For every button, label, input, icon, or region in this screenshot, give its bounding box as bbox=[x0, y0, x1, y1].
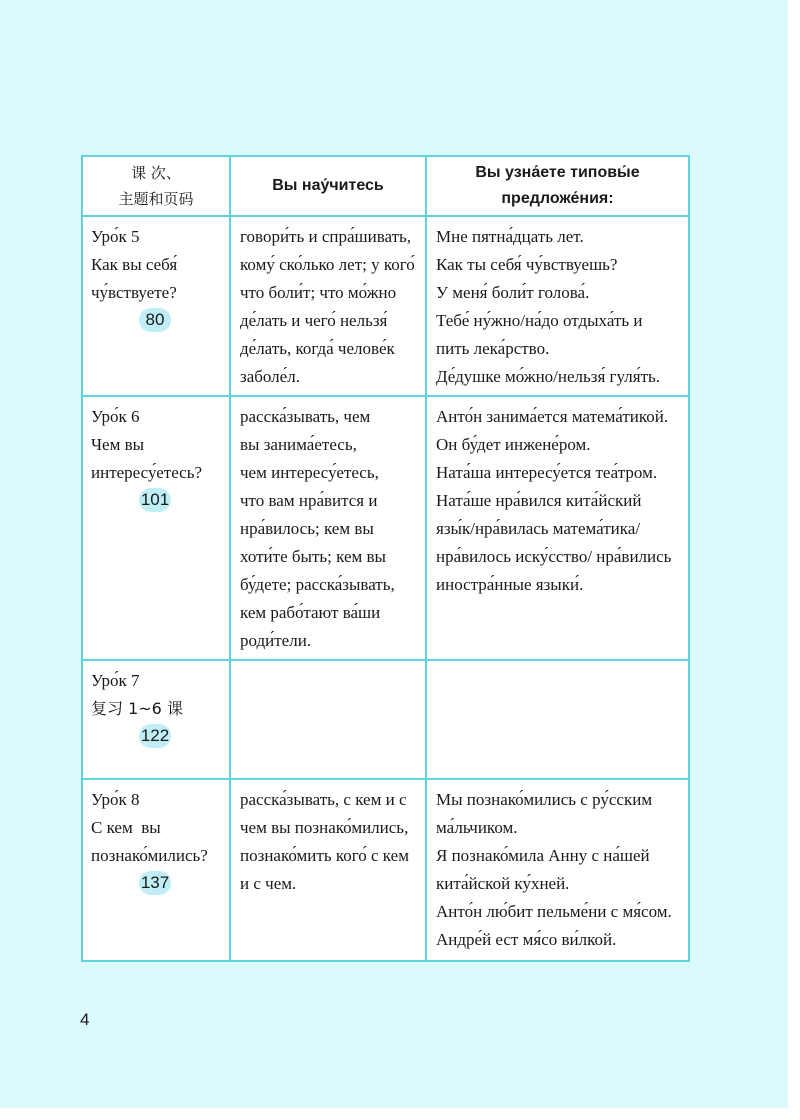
syllabus-table bbox=[81, 155, 690, 962]
skills-cell: говори́ть и спра́шивать, кому́ ско́лько лет; у кого́ что боли́т; что мо́жно де́лать и чего́ нельзя́ де́лать, когда́ челове́к заболе́л. bbox=[230, 216, 426, 396]
skills-cell bbox=[230, 660, 426, 779]
lesson-topic: познако́мились? bbox=[91, 846, 208, 865]
page-badge: 101 bbox=[139, 488, 171, 512]
skills-cell: расска́зывать, с кем и с чем вы познако́мились, познако́мить кого́ с кем и с чем. bbox=[230, 779, 426, 961]
lesson-cell bbox=[82, 660, 230, 779]
lesson-number: Уро́к 7 bbox=[91, 671, 140, 690]
page-number: 4 bbox=[80, 1010, 90, 1029]
page-badge: 122 bbox=[139, 724, 171, 748]
table-row bbox=[82, 216, 689, 396]
lesson-topic: Как вы себя́ bbox=[91, 255, 178, 274]
table-row bbox=[82, 779, 689, 961]
sentences-cell: Мы познако́мились с ру́сским ма́льчиком. Я познако́мила Анну с на́шей кита́йской ку́хней. Анто́н лю́бит пельме́ни с мя́сом. Андре́й ест мя́со ви́лкой. bbox=[426, 779, 689, 961]
lesson-topic: 复习 1~6 课 bbox=[91, 699, 183, 718]
lesson-number: Уро́к 5 bbox=[91, 227, 140, 246]
header-skills: Вы нау́читесь bbox=[230, 156, 426, 216]
table-row bbox=[82, 396, 689, 660]
sentences-cell: Анто́н занима́ется матема́тикой. Он бу́дет инжене́ром. Ната́ша интересу́ется теа́тром. Ната́ше нра́вился кита́йский язы́к/нра́вилась матема́тика/ нра́вилось иску́сство/ нра́вились иностра́нные языки́. bbox=[426, 396, 689, 660]
page-badge: 137 bbox=[139, 871, 171, 895]
sentences-cell: Мне пятна́дцать лет. Как ты себя́ чу́вствуешь? У меня́ боли́т голова́. Тебе́ ну́жно/на́до отдыха́ть и пить лека́рство. Де́душке мо́жно/нельзя́ гуля́ть. bbox=[426, 216, 689, 396]
lesson-cell bbox=[82, 396, 230, 660]
lesson-topic: С кем вы bbox=[91, 818, 161, 837]
lesson-cell bbox=[82, 216, 230, 396]
header-lesson: 课 次、 主题和页码 bbox=[82, 156, 230, 216]
lesson-cell bbox=[82, 779, 230, 961]
sentences-cell bbox=[426, 660, 689, 779]
skills-cell: расска́зывать, чем вы занима́етесь, чем интересу́етесь, что вам нра́вится и нра́вилось; кем вы хоти́те быть; кем вы бу́дете; расска́зывать, кем рабо́тают ва́ши роди́тели. bbox=[230, 396, 426, 660]
header-sentences: Вы узна́ете типовы́е предложе́ния: bbox=[426, 156, 689, 216]
lesson-number: Уро́к 6 bbox=[91, 407, 140, 426]
lesson-number: Уро́к 8 bbox=[91, 790, 140, 809]
lesson-topic: Чем вы bbox=[91, 435, 145, 454]
page-badge: 80 bbox=[139, 308, 171, 332]
lesson-topic: интересу́етесь? bbox=[91, 463, 203, 482]
table-header-row bbox=[82, 156, 689, 216]
table-row bbox=[82, 660, 689, 779]
lesson-topic: чу́вствуете? bbox=[91, 283, 177, 302]
